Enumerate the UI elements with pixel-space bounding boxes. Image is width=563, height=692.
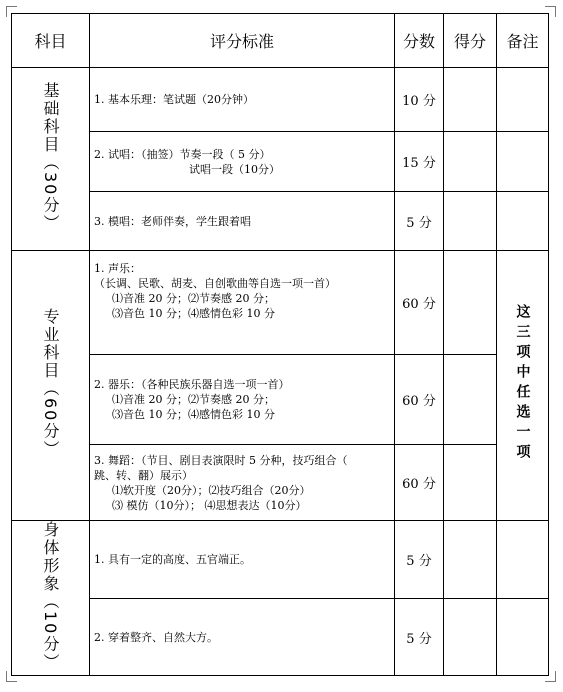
obtained-cell[interactable] <box>444 68 497 132</box>
remark-cell <box>497 132 549 192</box>
criteria-line: ⑶音色 10 分；⑷感情色彩 10 分 <box>112 408 275 421</box>
subject-label: 基础科目（30分） <box>41 81 60 233</box>
table-row <box>12 251 549 355</box>
criteria-cell <box>90 445 395 521</box>
obtained-cell[interactable] <box>444 251 497 355</box>
remark-cell <box>497 192 549 251</box>
criteria-line: 3. 舞蹈：（节目、剧目表演限时 5 分种，技巧组合（ <box>94 453 348 467</box>
criteria-cell <box>90 355 395 445</box>
criteria-line: ⑶ 模仿（10分）； ⑷思想表达（10分） <box>112 498 307 512</box>
remark-cell <box>497 68 549 132</box>
table-row <box>12 355 549 445</box>
criteria-line: ⑴软开度（20分）；⑵技巧组合（20分） <box>112 483 311 497</box>
score-cell: 5 分 <box>395 192 444 251</box>
criteria-line: ⑴音准 20 分；⑵节奏感 20 分； <box>112 393 275 406</box>
score-cell: 10 分 <box>395 68 444 132</box>
obtained-cell[interactable] <box>444 521 497 599</box>
section-subject-physical <box>12 521 90 676</box>
score-cell: 60 分 <box>395 251 444 355</box>
scoring-table <box>11 13 549 676</box>
criteria-line: 2. 器乐：（各种民族乐器自选一项一首） <box>94 378 290 391</box>
criteria-line: 2. 试唱：（抽签）节奏一段（ 5 分） <box>94 147 271 161</box>
header-subject: 科目 <box>12 14 90 68</box>
criteria-line: ⑶音色 10 分；⑷感情色彩 10 分 <box>112 307 275 320</box>
table-row <box>12 192 549 251</box>
header-row <box>12 14 549 68</box>
criteria-line: 2. 穿着整齐、自然大方。 <box>94 630 218 644</box>
section-subject-basic <box>12 68 90 251</box>
header-obtained: 得分 <box>444 14 497 68</box>
obtained-cell[interactable] <box>444 599 497 676</box>
criteria-line: 1. 声乐： <box>94 262 141 275</box>
remark-cell <box>497 599 549 676</box>
score-cell: 5 分 <box>395 521 444 599</box>
subject-label: 身体形象（10分） <box>41 521 60 672</box>
remark-choice-cell <box>497 251 549 521</box>
score-cell: 60 分 <box>395 355 444 445</box>
criteria-line: 跳、转、翻）展示） <box>94 468 193 482</box>
criteria-cell <box>90 68 395 132</box>
table-row <box>12 599 549 676</box>
obtained-cell[interactable] <box>444 445 497 521</box>
remark-cell <box>497 521 549 599</box>
criteria-line: 1. 基本乐理：笔试题（20分钟） <box>94 93 254 106</box>
table-row <box>12 445 549 521</box>
header-criteria: 评分标准 <box>90 14 395 68</box>
header-remark: 备注 <box>497 14 549 68</box>
criteria-line: （长调、民歌、胡麦、自创歌曲等自选一项一首） <box>94 277 336 290</box>
obtained-cell[interactable] <box>444 355 497 445</box>
criteria-cell <box>90 132 395 192</box>
criteria-cell <box>90 192 395 251</box>
header-score: 分数 <box>395 14 444 68</box>
table-row <box>12 68 549 132</box>
obtained-cell[interactable] <box>444 132 497 192</box>
obtained-cell[interactable] <box>444 192 497 251</box>
criteria-cell <box>90 521 395 599</box>
criteria-line: ⑴音准 20 分；⑵节奏感 20 分； <box>112 292 275 305</box>
remark-choice-text: 这三项中任选一项 <box>514 303 531 464</box>
subject-label: 专业科目（60分） <box>41 308 60 459</box>
criteria-line: 1. 具有一定的高度、五官端正。 <box>94 553 251 567</box>
score-cell: 15 分 <box>395 132 444 192</box>
criteria-line: 试唱一段（10分） <box>189 162 280 176</box>
section-subject-professional <box>12 251 90 521</box>
table-row <box>12 521 549 599</box>
criteria-line: 3. 模唱：老师伴奏，学生跟着唱 <box>94 214 251 228</box>
score-cell: 5 分 <box>395 599 444 676</box>
table-row <box>12 132 549 192</box>
score-cell: 60 分 <box>395 445 444 521</box>
criteria-cell <box>90 599 395 676</box>
criteria-cell <box>90 251 395 355</box>
